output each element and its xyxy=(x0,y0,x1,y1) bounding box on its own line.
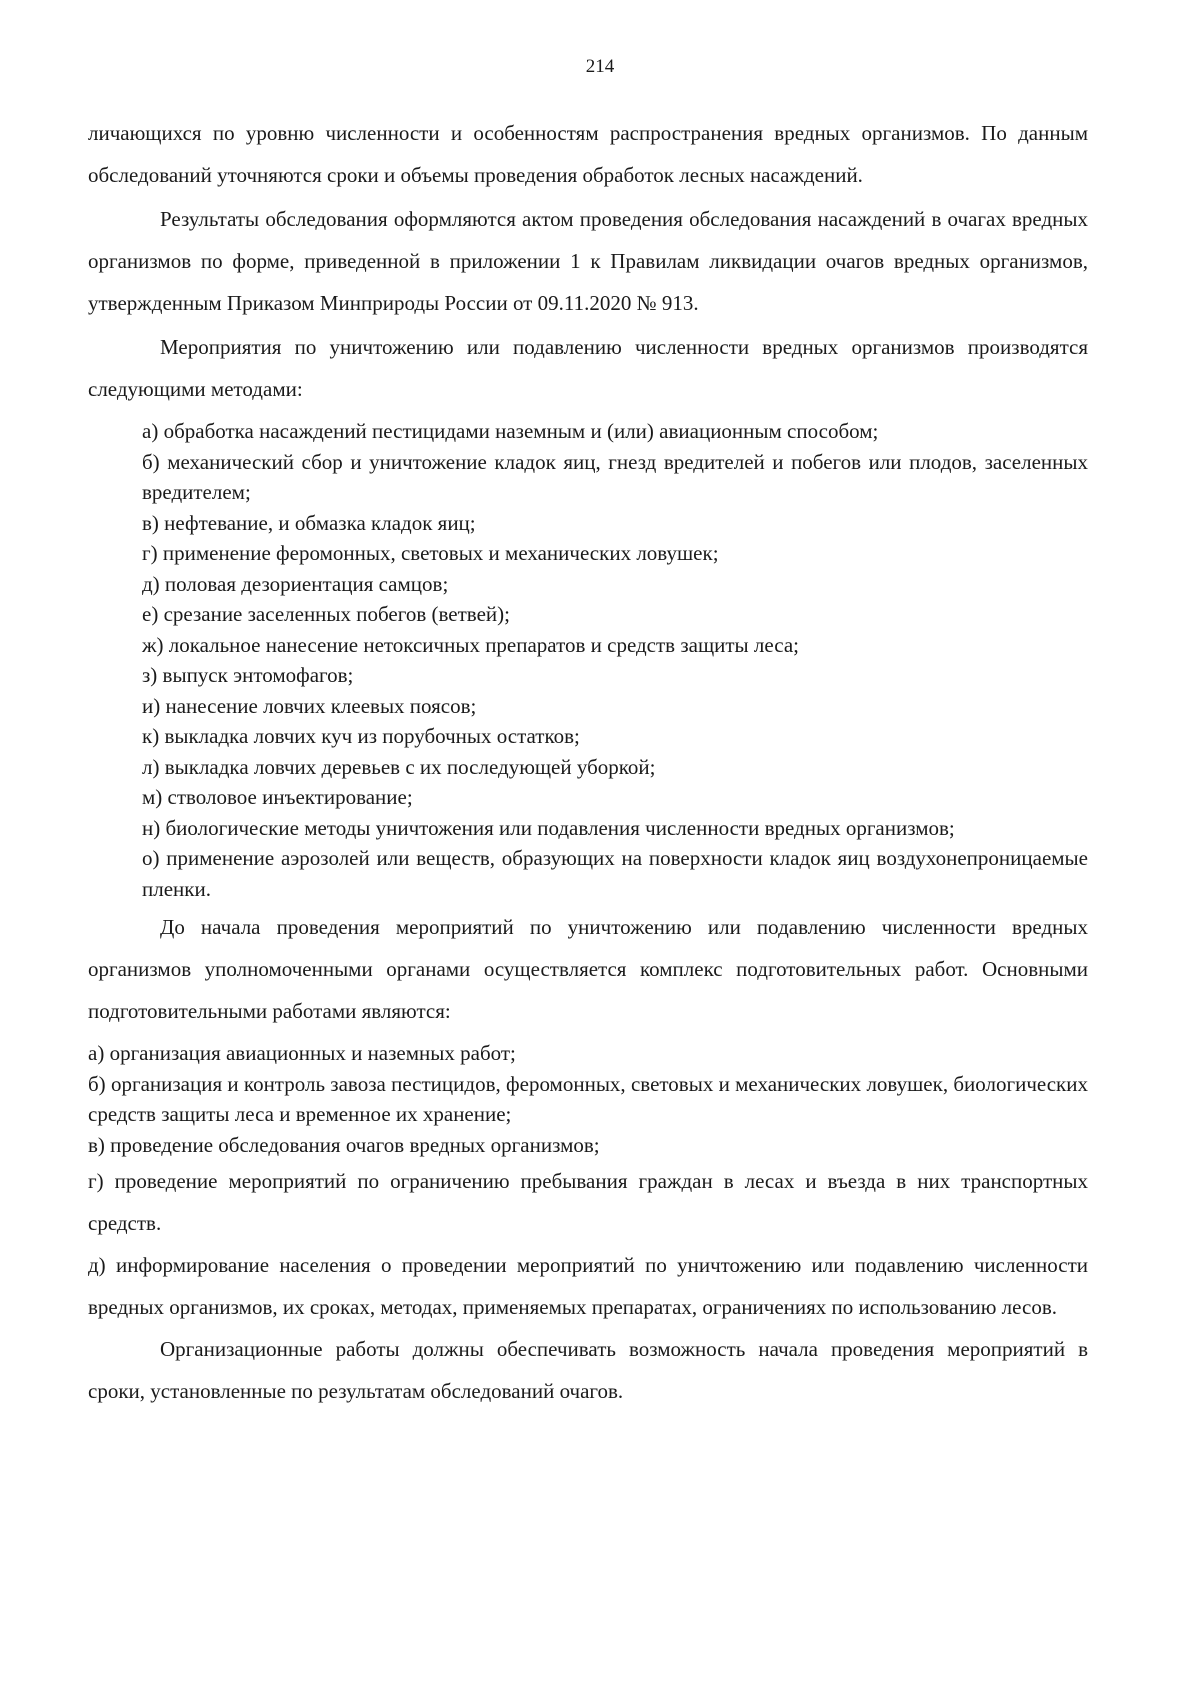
list-item: ж) локальное нанесение нетоксичных препаратов и средств защиты леса; xyxy=(142,632,799,657)
list-item: м) стволовое инъектирование; xyxy=(142,785,413,809)
list-item: и) нанесение ловчих клеевых поясов; xyxy=(142,693,477,718)
list-item: г) применение феромонных, световых и механических ловушек; xyxy=(142,541,719,565)
paragraph-organizational-works: Организационные работы должны обеспечивать возможность начала проведения мероприятий в сроки, установленные по результатам обследований очагов. xyxy=(88,1337,1088,1403)
list-item: г) проведение мероприятий по ограничению пребывания граждан в лесах и въезда в них транспортных средств. xyxy=(88,1169,1088,1235)
list-item: в) проведение обследования очагов вредных организмов; xyxy=(88,1132,600,1157)
list-item: д) информирование населения о проведении мероприятий по уничтожению или подавлению численности вредных организмов, их сроках, методах, применяемых препаратах, ограничениях по использованию лесов. xyxy=(88,1253,1088,1319)
paragraph-methods-intro: Мероприятия по уничтожению или подавлению численности вредных организмов производятся следующими методами: xyxy=(88,335,1088,401)
list-item: б) организация и контроль завоза пестицидов, феромонных, световых и механических ловушек, биологических средств защиты леса и временное их хранение; xyxy=(88,1071,1088,1126)
document-body xyxy=(88,112,1088,1412)
methods-list xyxy=(142,416,1088,904)
paragraph-preparatory-intro: До начала проведения мероприятий по уничтожению или подавлению численности вредных организмов уполномоченными органами осуществляется комплекс подготовительных работ. Основными подготовительными работами являются: xyxy=(88,915,1088,1023)
list-item: в) нефтевание, и обмазка кладок яиц; xyxy=(142,510,476,535)
list-item: а) обработка насаждений пестицидами наземным и (или) авиационным способом; xyxy=(142,419,879,443)
list-item: л) выкладка ловчих деревьев с их последующей уборкой; xyxy=(142,754,656,779)
paragraph-survey-results: Результаты обследования оформляются актом проведения обследования насаждений в очагах вредных организмов по форме, приведенной в приложении 1 к Правилам ликвидации очагов вредных организмов, утвержденным Приказом Минприроды России от 09.11.2020 № 913. xyxy=(88,207,1088,315)
preparatory-works-list xyxy=(88,1038,1088,1328)
list-item: д) половая дезориентация самцов; xyxy=(142,571,449,596)
list-item: е) срезание заселенных побегов (ветвей); xyxy=(142,602,510,626)
list-item: о) применение аэрозолей или веществ, образующих на поверхности кладок яиц воздухонепроницаемые пленки. xyxy=(142,846,1088,901)
page-number: 214 xyxy=(585,56,615,77)
list-item: б) механический сбор и уничтожение кладок яиц, гнезд вредителей и побегов или плодов, заселенных вредителем; xyxy=(142,449,1088,504)
list-item: к) выкладка ловчих куч из порубочных остатков; xyxy=(142,724,580,748)
paragraph-continuation: личающихся по уровню численности и особенностям распространения вредных организмов. По данным обследований уточняются сроки и объемы проведения обработок лесных насаждений. xyxy=(88,121,1088,187)
list-item: а) организация авиационных и наземных работ; xyxy=(88,1041,516,1065)
list-item: н) биологические методы уничтожения или подавления численности вредных организмов; xyxy=(142,815,955,840)
list-item: з) выпуск энтомофагов; xyxy=(142,663,354,687)
